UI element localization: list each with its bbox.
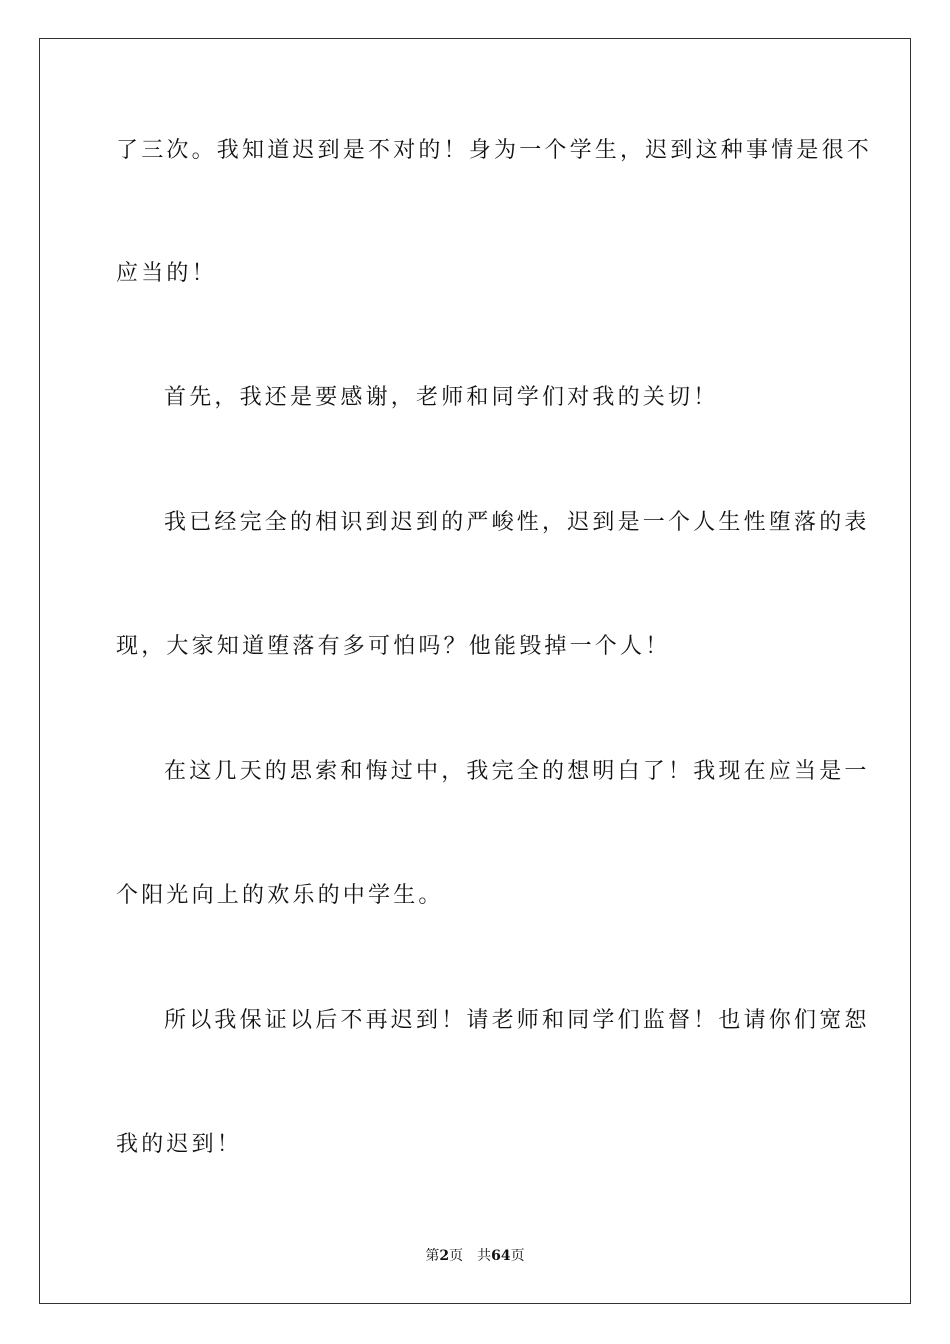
footer-page-number: 2	[439, 1248, 450, 1264]
page-frame	[39, 38, 911, 1304]
paragraph-line-2: 应当的！	[116, 261, 217, 286]
paragraph-line-6: 在这几天的思索和悔过中，我完全的想明白了！我现在应当是一	[164, 759, 870, 784]
paragraph-line-7: 个阳光向上的欢乐的中学生。	[116, 883, 444, 908]
paragraph-line-3: 首先，我还是要感谢，老师和同学们对我的关切！	[164, 385, 719, 410]
page-footer	[0, 1247, 950, 1265]
footer-total-suffix: 页	[510, 1248, 525, 1264]
footer-page-suffix: 页	[449, 1248, 464, 1264]
footer-total-prefix: 共	[477, 1248, 492, 1264]
paragraph-line-1: 了三次。我知道迟到是不对的！身为一个学生，迟到这种事情是很不	[116, 138, 873, 163]
paragraph-line-5: 现，大家知道堕落有多可怕吗？他能毁掉一个人！	[116, 634, 671, 659]
paragraph-line-4: 我已经完全的相识到迟到的严峻性，迟到是一个人生性堕落的表	[164, 510, 870, 535]
paragraph-line-9: 我的迟到！	[116, 1132, 243, 1157]
paragraph-line-8: 所以我保证以后不再迟到！请老师和同学们监督！也请你们宽恕	[164, 1008, 870, 1033]
footer-total-pages: 64	[491, 1248, 511, 1264]
footer-page-prefix: 第	[425, 1248, 440, 1264]
